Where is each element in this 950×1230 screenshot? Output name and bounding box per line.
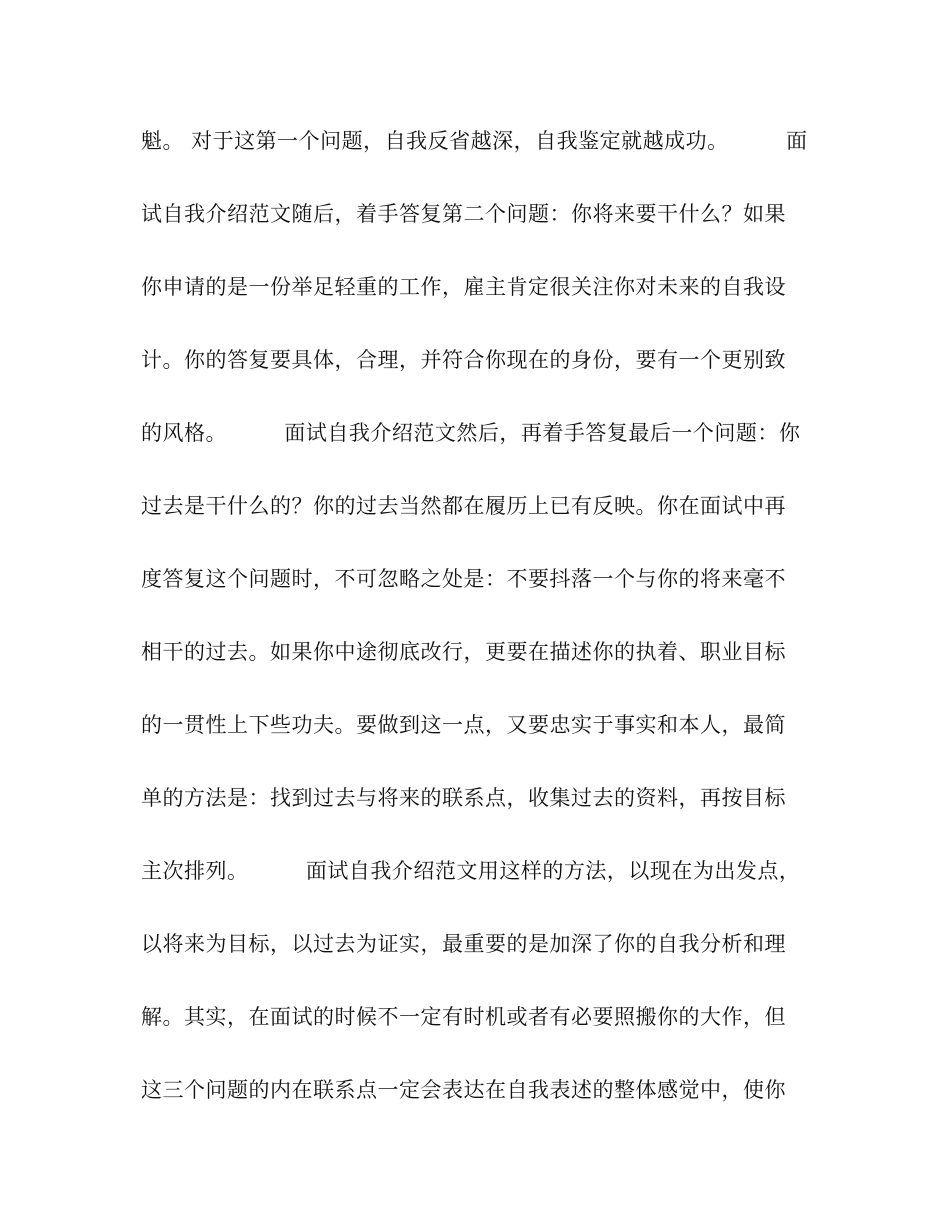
text-line: 魁。 对于这第一个问题，自我反省越深，自我鉴定就越成功。 面 (141, 129, 808, 153)
text-line: 相干的过去。如果你中途彻底改行，更要在描述你的执着、职业目标 (141, 640, 786, 664)
text-line: 的一贯性上下些功夫。要做到这一点，又要忠实于事实和本人，最简 (141, 713, 786, 737)
text-line: 解。其实，在面试的时候不一定有时机或者有必要照搬你的大作，但 (141, 1005, 786, 1029)
text-line: 你申请的是一份举足轻重的工作，雇主肯定很关注你对未来的自我设 (141, 275, 786, 299)
text-line: 这三个问题的内在联系点一定会表达在自我表述的整体感觉中，使你 (141, 1078, 786, 1102)
text-line: 以将来为目标，以过去为证实，最重要的是加深了你的自我分析和理 (141, 932, 786, 956)
text-line: 度答复这个问题时，不可忽略之处是：不要抖落一个与你的将来毫不 (141, 567, 786, 591)
body-text (141, 113, 806, 1135)
text-line: 过去是干什么的？你的过去当然都在履历上已有反映。你在面试中再 (141, 494, 786, 518)
text-line: 计。你的答复要具体，合理，并符合你现在的身份，要有一个更别致 (141, 348, 786, 372)
text-line: 单的方法是：找到过去与将来的联系点，收集过去的资料，再按目标 (141, 786, 786, 810)
text-line: 试自我介绍范文随后，着手答复第二个问题：你将来要干什么？如果 (141, 202, 786, 226)
text-line: 主次排列。 面试自我介绍范文用这样的方法，以现在为出发点， (141, 859, 801, 883)
text-line: 的风格。 面试自我介绍范文然后，再着手答复最后一个问题：你 (141, 421, 801, 445)
